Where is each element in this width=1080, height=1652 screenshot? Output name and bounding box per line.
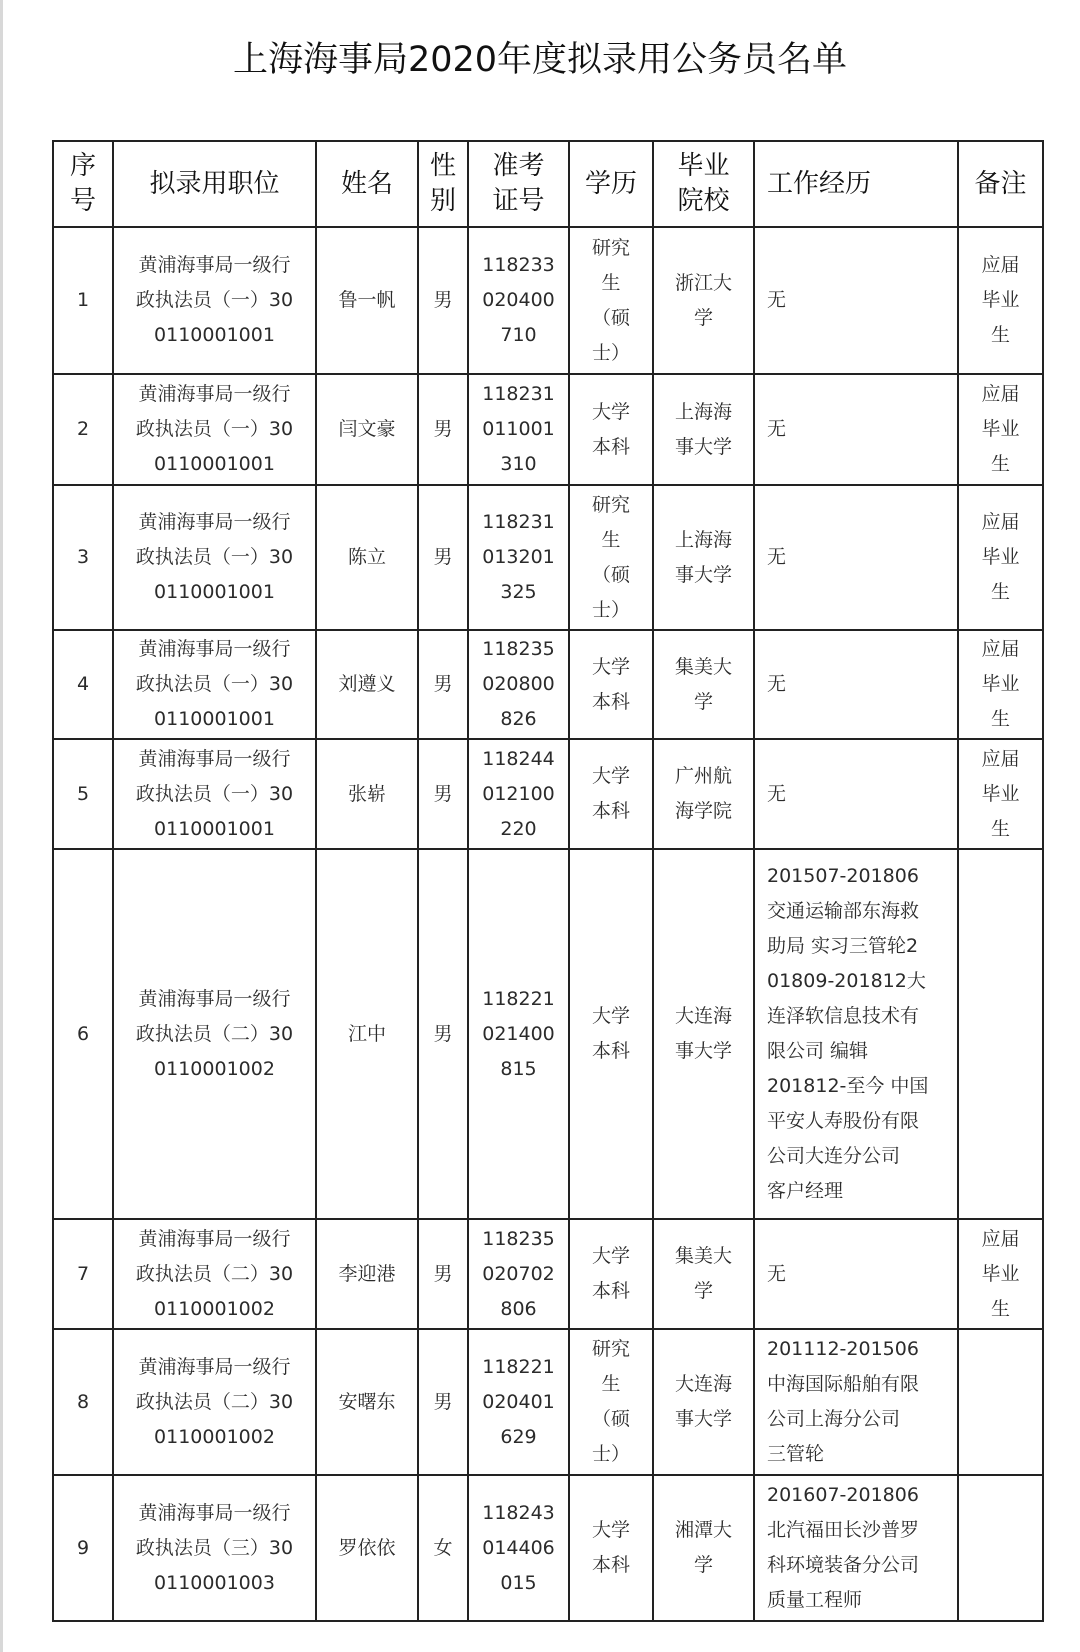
cell-line: 黄浦海事局一级行: [138, 1501, 291, 1524]
cell-line: 生: [990, 324, 1010, 346]
cell-line: 助局 实习三管轮2: [767, 935, 919, 957]
table-row: [53, 849, 1043, 1219]
cell-line: 大连海: [674, 1373, 732, 1395]
table-row: [53, 1219, 1043, 1329]
table-row: [53, 630, 1043, 739]
cell-line: 020400: [482, 289, 555, 311]
table-row: [53, 485, 1043, 630]
cell-exam-id: [468, 849, 569, 1219]
cell-seq: 9: [53, 1475, 113, 1621]
table-row: [53, 374, 1043, 485]
table-row: [53, 227, 1043, 374]
cell-line: 集美大: [674, 655, 732, 678]
header-name: 姓名: [316, 141, 418, 227]
cell-line: 政执法员（一）30: [135, 418, 294, 440]
cell-line: 无: [767, 418, 787, 440]
cell-line: 014406: [482, 1536, 555, 1559]
cell-line: 毕业: [981, 418, 1020, 440]
cell-line: 826: [500, 708, 537, 730]
cell-education: [569, 1475, 653, 1621]
cell-name: 陈立: [316, 485, 418, 630]
cell-line: 815: [500, 1057, 537, 1080]
cell-line: 政执法员（二）30: [135, 1262, 294, 1285]
cell-remark: [958, 485, 1043, 630]
cell-name: 李迎港: [316, 1219, 418, 1329]
cell-name: 江中: [316, 849, 418, 1219]
cell-work-experience: [754, 630, 958, 739]
cell-line: 生: [990, 581, 1010, 603]
cell-name: 安曙东: [316, 1329, 418, 1475]
cell-line: 黄浦海事局一级行: [138, 1355, 291, 1378]
cell-exam-id: [468, 485, 569, 630]
cell-line: 629: [500, 1425, 537, 1448]
header-education: 学历: [569, 141, 653, 227]
cell-line: 士）: [591, 1443, 630, 1465]
cell-school: [653, 849, 754, 1219]
cell-work-experience: [754, 1329, 958, 1475]
cell-work-experience: [754, 739, 958, 849]
cell-line: （硕: [591, 563, 630, 586]
header-exam-id: 准考 证号: [468, 141, 569, 227]
cell-line: 集美大: [674, 1245, 732, 1267]
cell-seq: 6: [53, 849, 113, 1219]
cell-line: 北汽福田长沙普罗: [767, 1519, 920, 1541]
cell-line: 政执法员（三）30: [135, 1536, 294, 1559]
cell-position: [113, 485, 316, 630]
cell-line: 013201: [482, 546, 555, 568]
cell-line: 科环境装备分公司: [767, 1554, 920, 1576]
cell-line: 201112-201506: [767, 1338, 919, 1360]
cell-line: 研究: [591, 1338, 630, 1360]
cell-line: （硕: [591, 1408, 630, 1430]
cell-exam-id: [468, 227, 569, 374]
cell-school: [653, 1329, 754, 1475]
cell-line: 118231: [482, 383, 555, 405]
cell-education: [569, 849, 653, 1219]
cell-line: 政执法员（一）30: [135, 782, 294, 805]
cell-remark: [958, 1475, 1043, 1621]
cell-line: 021400: [482, 1022, 555, 1045]
cell-line: 01809-201812大: [767, 970, 926, 992]
cell-school: [653, 1475, 754, 1621]
cell-line: 本科: [591, 800, 630, 822]
cell-seq: 8: [53, 1329, 113, 1475]
cell-line: 生: [601, 271, 621, 294]
page-title: 上海海事局2020年度拟录用公务员名单: [232, 40, 848, 81]
cell-line: 学: [693, 1280, 713, 1302]
cell-line: 应届: [981, 1227, 1020, 1250]
cell-education: [569, 1329, 653, 1475]
cell-line: 0110001002: [154, 1057, 275, 1080]
cell-line: 黄浦海事局一级行: [138, 987, 291, 1010]
cell-position: [113, 739, 316, 849]
cell-line: 黄浦海事局一级行: [138, 1227, 291, 1250]
cell-line: 0110001001: [154, 581, 275, 603]
cell-line: 015: [500, 1571, 537, 1594]
cell-position: [113, 227, 316, 374]
cell-work-experience: [754, 374, 958, 485]
cell-line: 黄浦海事局一级行: [138, 383, 291, 405]
cell-line: 大学: [591, 655, 630, 678]
cell-position: [113, 1329, 316, 1475]
cell-line: 118221: [482, 1355, 555, 1378]
cell-name: 闫文豪: [316, 374, 418, 485]
cell-line: 无: [767, 546, 787, 568]
table-row: [53, 1475, 1043, 1621]
cell-line: 本科: [591, 435, 630, 458]
cell-line: 020800: [482, 673, 555, 695]
cell-line: 生: [990, 453, 1010, 475]
cell-line: 政执法员（一）30: [135, 289, 294, 311]
cell-position: [113, 849, 316, 1219]
cell-line: 118233: [482, 254, 555, 276]
cell-seq: 1: [53, 227, 113, 374]
cell-line: 大连海: [674, 1005, 732, 1027]
cell-line: 黄浦海事局一级行: [138, 638, 291, 660]
cell-line: 士）: [591, 598, 630, 621]
cell-line: 生: [601, 528, 621, 551]
cell-line: 公司上海分公司: [767, 1408, 901, 1430]
cell-work-experience: [754, 1475, 958, 1621]
cell-line: 政执法员（二）30: [135, 1390, 294, 1413]
cell-school: [653, 630, 754, 739]
cell-line: 应届: [981, 747, 1020, 770]
cell-line: 本科: [591, 1280, 630, 1302]
cell-line: 质量工程师: [767, 1589, 863, 1611]
cell-line: 大学: [591, 1005, 630, 1027]
cell-line: 上海海: [674, 400, 732, 423]
cell-line: 黄浦海事局一级行: [138, 511, 291, 533]
cell-position: [113, 1475, 316, 1621]
cell-line: 广州航: [674, 765, 732, 787]
cell-exam-id: [468, 1329, 569, 1475]
cell-gender: 男: [418, 630, 468, 739]
cell-line: 大学: [591, 400, 630, 423]
cell-gender: 男: [418, 849, 468, 1219]
header-school: 毕业 院校: [653, 141, 754, 227]
cell-school: [653, 485, 754, 630]
cell-line: 上海海: [674, 528, 732, 551]
cell-line: 交通运输部东海救: [767, 900, 920, 922]
cell-line: 生: [990, 817, 1010, 840]
cell-line: 无: [767, 782, 787, 805]
cell-line: 应届: [981, 383, 1020, 405]
cell-line: 三管轮: [767, 1443, 825, 1465]
cell-remark: [958, 849, 1043, 1219]
cell-line: 118243: [482, 1501, 555, 1524]
cell-line: 大学: [591, 1519, 630, 1541]
cell-line: 公司大连分公司: [767, 1145, 901, 1167]
cell-line: 学: [693, 1554, 713, 1576]
cell-line: 0110001001: [154, 708, 275, 730]
cell-position: [113, 374, 316, 485]
cell-line: 118235: [482, 638, 555, 660]
cell-line: 220: [500, 817, 537, 840]
cell-line: 中海国际船舶有限: [767, 1373, 920, 1395]
cell-line: 0110001001: [154, 324, 275, 346]
cell-remark: [958, 630, 1043, 739]
cell-line: 无: [767, 289, 787, 311]
cell-exam-id: [468, 374, 569, 485]
cell-line: 海学院: [674, 800, 732, 822]
cell-education: [569, 630, 653, 739]
cell-education: [569, 485, 653, 630]
cell-line: 本科: [591, 690, 630, 713]
cell-line: 黄浦海事局一级行: [138, 747, 291, 770]
cell-education: [569, 739, 653, 849]
cell-line: 大学: [591, 1245, 630, 1267]
cell-line: 政执法员（一）30: [135, 673, 294, 695]
cell-line: 应届: [981, 254, 1020, 276]
cell-education: [569, 1219, 653, 1329]
cell-line: 湘潭大: [674, 1519, 732, 1541]
header-gender: 性 别: [418, 141, 468, 227]
cell-name: 张崭: [316, 739, 418, 849]
cell-line: 事大学: [674, 563, 732, 586]
cell-line: 本科: [591, 1040, 630, 1062]
cell-exam-id: [468, 1219, 569, 1329]
cell-line: 连泽软信息技术有: [767, 1005, 920, 1027]
cell-line: 事大学: [674, 1040, 732, 1062]
cell-line: 本科: [591, 1554, 630, 1576]
cell-line: 事大学: [674, 1408, 732, 1430]
cell-exam-id: [468, 739, 569, 849]
cell-line: 士）: [591, 341, 630, 364]
cell-line: 118231: [482, 511, 555, 533]
cell-line: 毕业: [981, 673, 1020, 695]
cell-line: 012100: [482, 782, 555, 805]
cell-line: 平安人寿股份有限: [767, 1110, 920, 1132]
cell-line: 生: [990, 708, 1010, 730]
cell-line: 011001: [482, 418, 555, 440]
cell-work-experience: [754, 1219, 958, 1329]
cell-line: 学: [693, 690, 713, 713]
candidate-table: [52, 140, 1044, 1622]
cell-education: [569, 227, 653, 374]
cell-seq: 2: [53, 374, 113, 485]
cell-line: 客户经理: [767, 1180, 844, 1202]
cell-remark: [958, 374, 1043, 485]
cell-gender: 男: [418, 1329, 468, 1475]
cell-school: [653, 374, 754, 485]
cell-exam-id: [468, 630, 569, 739]
cell-line: 0110001003: [154, 1571, 275, 1594]
cell-line: 无: [767, 1262, 787, 1285]
cell-line: 生: [601, 1373, 621, 1395]
cell-line: 710: [500, 324, 537, 346]
cell-line: 806: [500, 1297, 537, 1320]
cell-name: 刘遵义: [316, 630, 418, 739]
cell-line: 118221: [482, 987, 555, 1010]
cell-line: 黄浦海事局一级行: [138, 254, 291, 276]
cell-work-experience: [754, 485, 958, 630]
cell-line: 325: [500, 581, 537, 603]
cell-line: 毕业: [981, 289, 1020, 311]
cell-line: 201607-201806: [767, 1484, 919, 1506]
cell-seq: 5: [53, 739, 113, 849]
cell-seq: 4: [53, 630, 113, 739]
cell-gender: 男: [418, 739, 468, 849]
cell-line: 020702: [482, 1262, 555, 1285]
cell-line: 毕业: [981, 546, 1020, 568]
cell-gender: 男: [418, 227, 468, 374]
cell-line: 浙江大: [674, 271, 732, 294]
cell-exam-id: [468, 1475, 569, 1621]
cell-name: 罗依依: [316, 1475, 418, 1621]
cell-line: 201507-201806: [767, 865, 919, 887]
cell-seq: 3: [53, 485, 113, 630]
cell-line: 020401: [482, 1390, 555, 1413]
cell-line: 政执法员（二）30: [135, 1022, 294, 1045]
cell-line: 研究: [591, 493, 630, 516]
cell-school: [653, 1219, 754, 1329]
cell-line: 毕业: [981, 1262, 1020, 1285]
cell-school: [653, 227, 754, 374]
cell-position: [113, 630, 316, 739]
cell-line: 生: [990, 1297, 1010, 1320]
cell-line: 118244: [482, 747, 555, 770]
cell-remark: [958, 1329, 1043, 1475]
cell-line: 限公司 编辑: [767, 1040, 869, 1062]
cell-line: 310: [500, 453, 537, 475]
cell-line: 0110001002: [154, 1425, 275, 1448]
cell-line: 政执法员（一）30: [135, 546, 294, 568]
cell-remark: [958, 227, 1043, 374]
page-left-edge: [0, 0, 3, 1652]
cell-name: 鲁一帆: [316, 227, 418, 374]
cell-line: 201812-至今 中国: [767, 1075, 929, 1097]
cell-line: 0110001001: [154, 453, 275, 475]
table-body: [53, 227, 1043, 1621]
table-header-row: [53, 141, 1043, 227]
cell-line: 事大学: [674, 435, 732, 458]
cell-line: 毕业: [981, 782, 1020, 805]
cell-line: 学: [693, 306, 713, 329]
cell-position: [113, 1219, 316, 1329]
cell-line: 118235: [482, 1227, 555, 1250]
cell-gender: 男: [418, 485, 468, 630]
cell-seq: 7: [53, 1219, 113, 1329]
cell-line: 应届: [981, 511, 1020, 533]
table-row: [53, 1329, 1043, 1475]
header-position: 拟录用职位: [113, 141, 316, 227]
cell-gender: 男: [418, 374, 468, 485]
header-seq: 序 号: [53, 141, 113, 227]
cell-gender: 男: [418, 1219, 468, 1329]
cell-line: 研究: [591, 236, 630, 259]
cell-work-experience: [754, 849, 958, 1219]
cell-remark: [958, 739, 1043, 849]
cell-line: 0110001001: [154, 817, 275, 840]
cell-school: [653, 739, 754, 849]
table-row: [53, 739, 1043, 849]
header-work-experience: 工作经历: [754, 141, 958, 227]
cell-line: 大学: [591, 765, 630, 787]
cell-line: （硕: [591, 306, 630, 329]
cell-line: 0110001002: [154, 1297, 275, 1320]
cell-line: 应届: [981, 638, 1020, 660]
cell-line: 无: [767, 673, 787, 695]
cell-work-experience: [754, 227, 958, 374]
cell-education: [569, 374, 653, 485]
cell-remark: [958, 1219, 1043, 1329]
cell-gender: 女: [418, 1475, 468, 1621]
header-remark: 备注: [958, 141, 1043, 227]
